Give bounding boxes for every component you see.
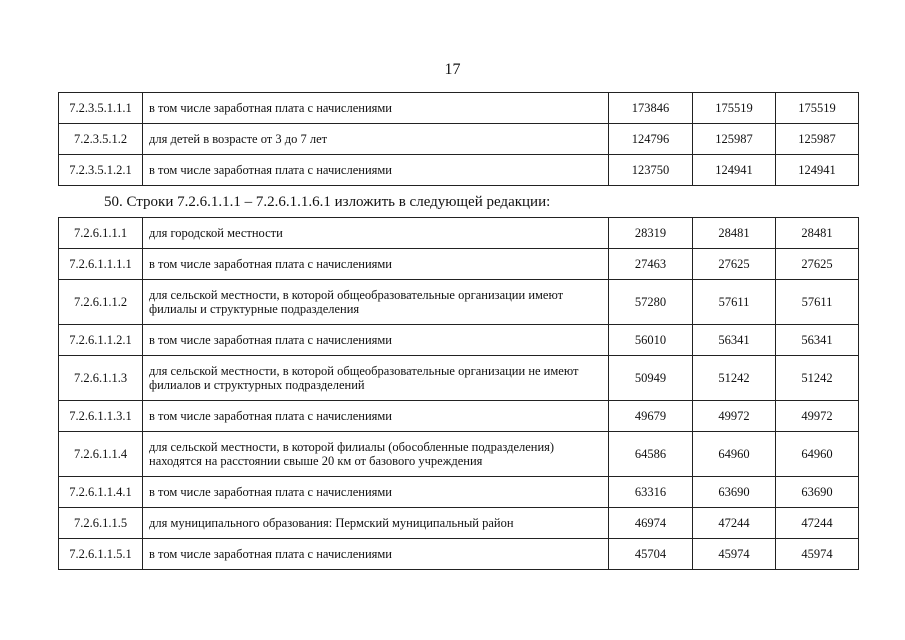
row-value-3: 49972 [776,401,859,432]
section-heading: 50. Строки 7.2.6.1.1.1 – 7.2.6.1.1.6.1 изложить в следующей редакции: [104,194,551,210]
row-value-1: 124796 [609,124,693,155]
row-description: для городской местности [143,218,609,249]
row-description: в том числе заработная плата с начислениями [143,249,609,280]
table-row [59,280,859,325]
row-value-1: 46974 [609,508,693,539]
row-description: в том числе заработная плата с начислениями [143,539,609,570]
row-value-2: 56341 [693,325,776,356]
table-row [59,124,859,155]
row-description: в том числе заработная плата с начислениями [143,401,609,432]
row-value-2: 63690 [693,477,776,508]
row-description: для муниципального образования: Пермский муниципальный район [143,508,609,539]
row-description: в том числе заработная плата с начислениями [143,155,609,186]
row-description: для детей в возрасте от 3 до 7 лет [143,124,609,155]
row-value-3: 175519 [776,93,859,124]
row-value-2: 51242 [693,356,776,401]
row-value-3: 124941 [776,155,859,186]
row-value-2: 47244 [693,508,776,539]
row-value-1: 27463 [609,249,693,280]
data-table-main [58,217,859,570]
row-code: 7.2.6.1.1.2.1 [59,325,143,356]
row-value-2: 125987 [693,124,776,155]
row-value-1: 123750 [609,155,693,186]
row-description: в том числе заработная плата с начислениями [143,325,609,356]
row-value-1: 64586 [609,432,693,477]
table-row [59,325,859,356]
row-description: в том числе заработная плата с начислениями [143,477,609,508]
row-code: 7.2.3.5.1.2 [59,124,143,155]
row-value-1: 49679 [609,401,693,432]
row-description: для сельской местности, в которой общеобразовательные организации имеют филиалы и структурные подразделения [143,280,609,325]
table-row [59,477,859,508]
row-value-1: 173846 [609,93,693,124]
row-code: 7.2.6.1.1.4 [59,432,143,477]
row-description: для сельской местности, в которой общеобразовательные организации не имеют филиалов и структурных подразделений [143,356,609,401]
row-value-1: 57280 [609,280,693,325]
row-value-3: 64960 [776,432,859,477]
row-code: 7.2.6.1.1.5 [59,508,143,539]
row-value-1: 50949 [609,356,693,401]
row-code: 7.2.6.1.1.2 [59,280,143,325]
row-value-2: 175519 [693,93,776,124]
table-row [59,401,859,432]
row-code: 7.2.3.5.1.1.1 [59,93,143,124]
row-description: для сельской местности, в которой филиалы (обособленные подразделения) находятся на расстоянии свыше 20 км от базового учреждения [143,432,609,477]
row-value-2: 64960 [693,432,776,477]
row-value-1: 28319 [609,218,693,249]
row-value-3: 28481 [776,218,859,249]
row-code: 7.2.6.1.1.3.1 [59,401,143,432]
row-value-3: 47244 [776,508,859,539]
row-value-2: 27625 [693,249,776,280]
table-row [59,218,859,249]
data-table-top [58,92,859,186]
table-row [59,155,859,186]
row-value-1: 63316 [609,477,693,508]
row-value-3: 56341 [776,325,859,356]
table-row [59,508,859,539]
row-value-3: 45974 [776,539,859,570]
row-description: в том числе заработная плата с начислениями [143,93,609,124]
row-code: 7.2.6.1.1.1 [59,218,143,249]
table-row [59,432,859,477]
row-value-2: 57611 [693,280,776,325]
row-value-1: 56010 [609,325,693,356]
row-value-2: 49972 [693,401,776,432]
table-row [59,249,859,280]
row-code: 7.2.3.5.1.2.1 [59,155,143,186]
row-value-3: 125987 [776,124,859,155]
row-value-2: 45974 [693,539,776,570]
row-value-3: 57611 [776,280,859,325]
row-code: 7.2.6.1.1.3 [59,356,143,401]
table-row [59,539,859,570]
row-value-3: 63690 [776,477,859,508]
row-code: 7.2.6.1.1.5.1 [59,539,143,570]
table-row [59,93,859,124]
row-value-3: 27625 [776,249,859,280]
row-code: 7.2.6.1.1.1.1 [59,249,143,280]
table-row [59,356,859,401]
row-value-2: 124941 [693,155,776,186]
row-value-2: 28481 [693,218,776,249]
row-code: 7.2.6.1.1.4.1 [59,477,143,508]
row-value-3: 51242 [776,356,859,401]
row-value-1: 45704 [609,539,693,570]
page-number: 17 [444,61,461,78]
